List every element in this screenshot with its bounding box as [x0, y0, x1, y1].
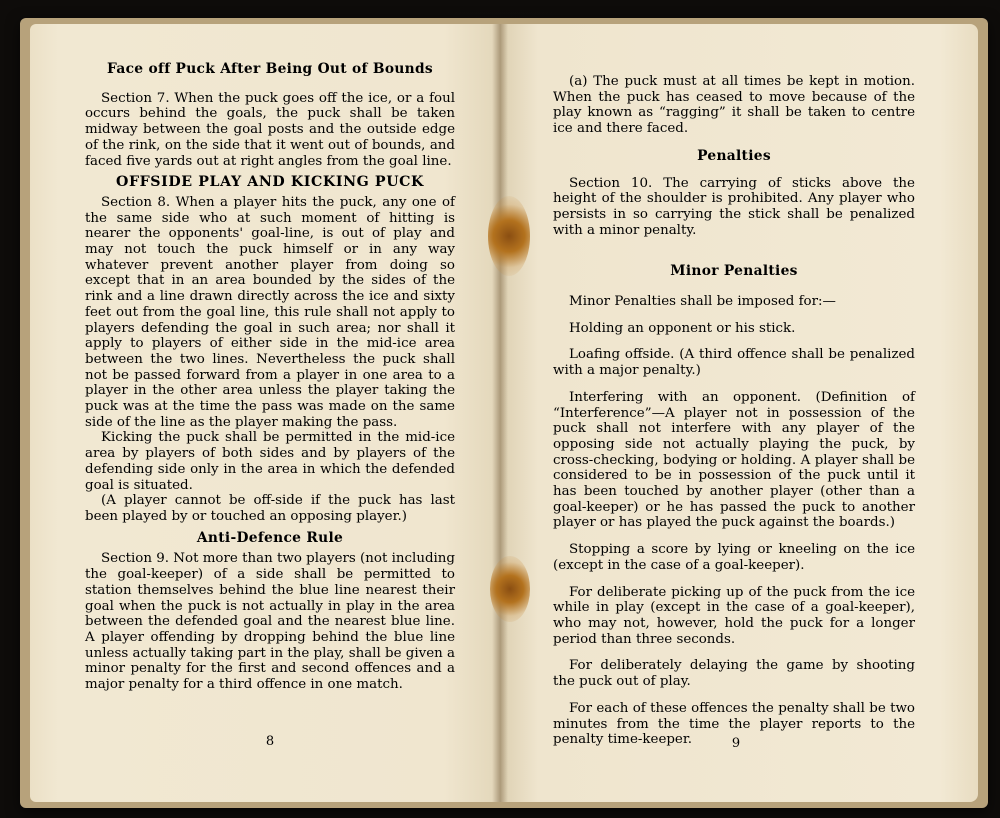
heading-anti-defence: Anti-Defence Rule — [196, 529, 344, 546]
picking-up-puck-text: For deliberate picking up of the puck from the ice while in play (except in the case of a goal-keeper), who may not, however, hold the puck for a longer period than three seconds. — [553, 584, 915, 647]
section-7-text: Section 7. When the puck goes off the ice, or a foul occurs behind the goals, the puck shall be taken midway between the goal posts and the outside edge of the rink, on the side that it went out of bounds, and faced five yards out at right angles from the goal line. — [85, 90, 455, 169]
section-9-text: Section 9. Not more than two players (not including the goal-keeper) of a side shall be permitted to station themselves behind the blue line nearest their goal when the puck is not actually in play in the area between the defended goal and the nearest blue line. A player offending by dropping behind the blue line unless actually taking part in the play, shall be given a minor penalty for the first and second offences and a major penalty for a third offence in one match. — [85, 551, 455, 693]
loafing-offside-text: Loafing offside. (A third offence shall be penalized with a major penalty.) — [553, 347, 915, 379]
book-gutter — [492, 24, 508, 802]
stopping-score-text: Stopping a score by lying or kneeling on the ice (except in the case of a goal-keeper). — [553, 542, 915, 573]
offside-note-text: (A player cannot be off-side if the puck has last been played by or touched an opposing player.) — [85, 493, 455, 524]
kicking-puck-text: Kicking the puck shall be permitted in the mid-ice area by players of both sides and by players of the defending side only in the area in which the defended goal is situated. — [85, 430, 455, 493]
heading-offside-play: OFFSIDE PLAY AND KICKING PUCK — [116, 174, 424, 191]
page-number-left: 8 — [265, 734, 275, 749]
heading-penalties: Penalties — [697, 147, 771, 164]
heading-minor-penalties: Minor Penalties — [670, 263, 798, 280]
holding-text: Holding an opponent or his stick. — [569, 320, 796, 336]
penalty-duration-text: For each of these offences the penalty shall be two minutes from the time the player reports to the penalty time-keeper. — [553, 700, 915, 748]
rust-stain-upper — [488, 196, 530, 276]
right-page-text — [553, 74, 915, 748]
minor-penalties-intro: Minor Penalties shall be imposed for:— — [569, 294, 836, 310]
rust-stain-lower — [490, 556, 530, 622]
section-10-text: Section 10. The carrying of sticks above the height of the shoulder is prohibited. Any player who persists in so carrying the stick shall be penalized with a minor penalty. — [553, 175, 915, 238]
heading-face-off: Face off Puck After Being Out of Bounds — [107, 61, 433, 77]
interfering-text: Interfering with an opponent. (Definition of “Interference”—A player not in possession of the puck shall not interfere with any player of the opposing side not actually playing the puck, by cross-checking, bodying or holding. A player shall be considered to be in possession of the puck until it has been touched by another player (other than a goal-keeper) or he has passed the puck to another player or has played the puck against the boards.) — [553, 389, 915, 531]
left-page-text — [85, 62, 455, 693]
page-number-right: 9 — [731, 736, 741, 751]
section-8-text: Section 8. When a player hits the puck, any one of the same side who at such moment of hitting is nearer the opponents' goal-line, is out of play and may not touch the puck himself or in any way whatever prevent another player from doing so except that in an area bounded by the sides of the rink and a line drawn directly across the ice and sixty feet out from the goal line, this rule shall not apply to players defending the goal in such area; nor shall it apply to players of either side in the mid-ice area between the two lines. Nevertheless the puck shall not be passed forward from a player in one area to a player in the other area unless the player taking the puck was at the time the pass was made on the same side of the line as the player making the pass. — [85, 194, 455, 430]
puck-in-motion-text: (a) The puck must at all times be kept in motion. When the puck has ceased to move because of the play known as “ragging” it shall be taken to centre ice and there faced. — [553, 74, 915, 137]
delaying-game-text: For deliberately delaying the game by shooting the puck out of play. — [553, 658, 915, 690]
